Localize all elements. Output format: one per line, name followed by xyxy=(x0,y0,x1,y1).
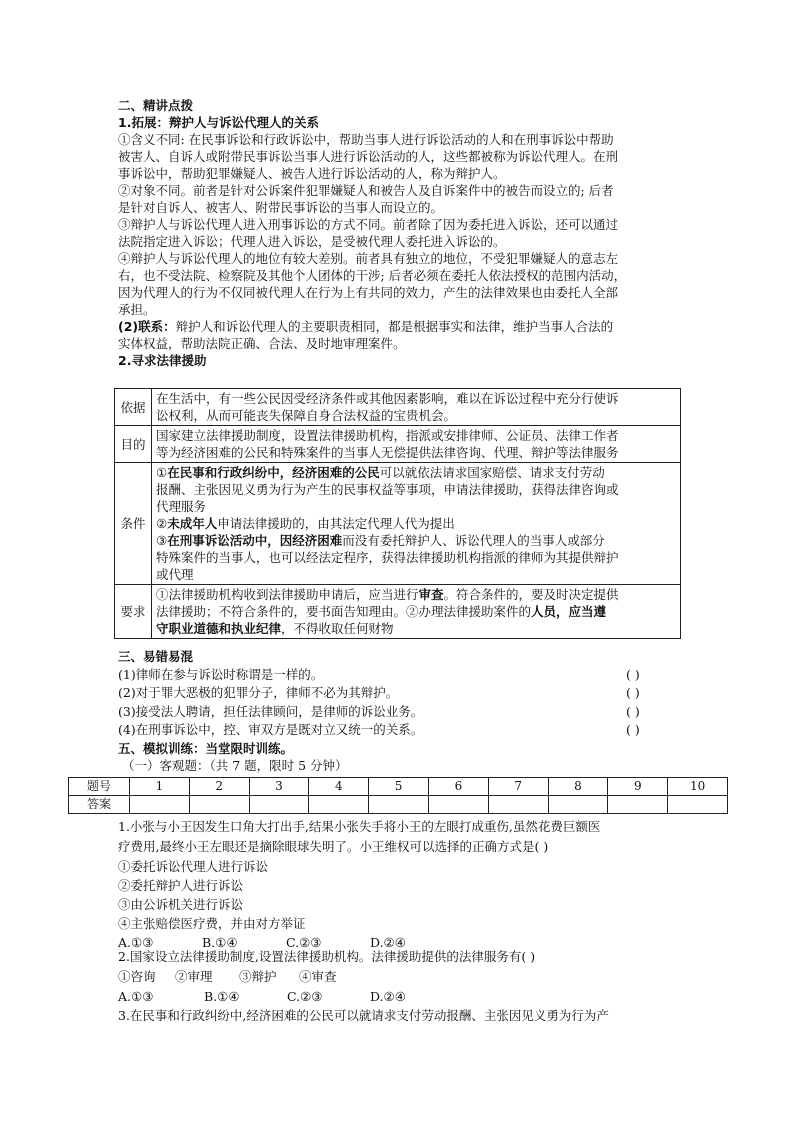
question-number: 4 xyxy=(309,778,369,796)
text: 而没有委托辩护人、诉讼代理人的当事人或部分 xyxy=(342,533,605,548)
section-5-subtitle: （一）客观题：（共 7 题，限时 5 分钟） xyxy=(122,758,348,773)
answer-blank[interactable]: ( ) xyxy=(626,685,640,700)
judge-item xyxy=(118,721,678,739)
question-number: 9 xyxy=(608,778,668,796)
judge-statement: (2)对于罪大恶极的犯罪分子，律师不必为其辩护。 xyxy=(118,685,399,700)
row-label: 目的 xyxy=(115,426,152,463)
text-line: 讼权利，从而可能丧失保障自身合法权益的宝贵机会。 xyxy=(156,408,457,423)
option-b[interactable]: B.①④ xyxy=(202,935,238,950)
text: ①法律援助机构收到法律援助申请后，应当进行 xyxy=(156,587,419,602)
table-cell xyxy=(152,463,681,585)
text-line: 实体权益，帮助法院正确、合法、及时地审理案件。 xyxy=(118,336,406,351)
row-label: 题号 xyxy=(69,778,130,796)
section-5 xyxy=(118,740,678,774)
question-3 xyxy=(118,1006,683,1026)
table-row xyxy=(115,426,681,463)
table-row xyxy=(115,463,681,585)
question-number: 10 xyxy=(668,778,728,796)
text-line xyxy=(156,603,676,620)
question-stem: 3.在民事和行政纠纷中,经济困难的公民可以就请求支付劳动报酬、主张因见义勇为行为产 xyxy=(118,1008,609,1023)
text-line: 事诉讼中，帮助犯罪嫌疑人、被告人进行诉讼活动的人，称为辩护人。 xyxy=(118,166,506,181)
bold-text: 未成年人 xyxy=(167,516,218,531)
text-line: 是针对自诉人、被害人、附带民事诉讼的当事人而设立的。 xyxy=(118,200,444,215)
bold-text: 在民事和行政纠纷中，经济困难的公民 xyxy=(167,465,380,480)
answer-cell[interactable] xyxy=(309,796,369,814)
text: 法律援助；不符合条件的，要书面告知理由。②办理法律援助案件的 xyxy=(156,604,532,619)
link-paragraph xyxy=(118,318,678,335)
bold-text: 守职业道德和执业纪律 xyxy=(156,621,282,636)
table-row xyxy=(69,778,728,796)
table-cell xyxy=(152,426,681,463)
row-label: 条件 xyxy=(115,463,152,585)
answer-blank[interactable]: ( ) xyxy=(626,722,640,737)
table-row xyxy=(115,389,681,426)
judge-statement: (4)在刑事诉讼中，控、审双方是既对立又统一的关系。 xyxy=(118,722,424,737)
question-number: 8 xyxy=(548,778,608,796)
marker: ① xyxy=(156,465,168,480)
answer-blank[interactable]: ( ) xyxy=(626,704,640,719)
text-line: 国家建立法律援助制度，设置法律援助机构，指派或安排律师、公证员、法律工作者 xyxy=(156,428,619,443)
text-line xyxy=(156,464,676,481)
question-number: 6 xyxy=(428,778,488,796)
text-line: ②对象不同。前者是针对公诉案件犯罪嫌疑人和被告人及自诉案件中的被告而设立的; 后者 xyxy=(118,183,614,198)
text-line: 被害人、自诉人或附带民事诉讼当事人进行诉讼活动的人，这些都被称为诉讼代理人。在刑 xyxy=(118,149,619,164)
judge-statement: (3)接受法人聘请，担任法律顾问，是律师的诉讼业务。 xyxy=(118,704,424,719)
statement-item: ④审查 xyxy=(299,969,337,984)
bold-text: 因经济困难 xyxy=(279,533,343,548)
answer-cell[interactable] xyxy=(428,796,488,814)
statement-item: ③辩护 xyxy=(239,969,277,984)
statement-item: ②委托辩护人进行诉讼 xyxy=(118,878,244,893)
section-3-title: 三、易错易混 xyxy=(118,649,194,664)
judge-item xyxy=(118,684,678,702)
subsection-1-title: 1.拓展：辩护人与诉讼代理人的关系 xyxy=(118,115,319,130)
text-line: 法院指定进入诉讼；代理人进入诉讼，是受被代理人委托进入诉讼的。 xyxy=(118,234,506,249)
text: 申请法律援助的，由其法定代理人代为提出 xyxy=(217,516,455,531)
answer-cell[interactable] xyxy=(249,796,309,814)
row-label: 答案 xyxy=(69,796,130,814)
question-stem: 2.国家设立法律援助制度,设置法律援助机构。法律援助提供的法律服务有( ) xyxy=(118,949,536,964)
text-line: 特殊案件的当事人，也可以经法定程序，获得法律援助机构指派的律师为其提供辩护 xyxy=(156,550,619,565)
table-cell xyxy=(152,585,681,639)
option-a[interactable]: A.①③ xyxy=(118,935,154,950)
answer-cell[interactable] xyxy=(548,796,608,814)
text-line: 或代理 xyxy=(156,567,194,582)
question-number: 3 xyxy=(249,778,309,796)
text-line: ①含义不同: 在民事诉讼和行政诉讼中，帮助当事人进行诉讼活动的人和在刑事诉讼中帮助 xyxy=(118,132,614,147)
question-1 xyxy=(118,817,683,953)
text-line: ④辩护人与诉讼代理人的地位有较大差别。前者具有独立的地位，不受犯罪嫌疑人的意志左 xyxy=(118,251,619,266)
option-d[interactable]: D.②④ xyxy=(370,989,406,1004)
section-5-title: 五、模拟训练：当堂限时训练。 xyxy=(118,741,294,756)
text-line xyxy=(156,586,676,603)
row-label: 要求 xyxy=(115,585,152,639)
statement-items xyxy=(118,967,683,987)
answer-blank[interactable]: ( ) xyxy=(626,667,640,682)
judge-item xyxy=(118,703,678,721)
answer-cell[interactable] xyxy=(130,796,190,814)
bold-text: 审查 xyxy=(418,587,444,602)
text-line: 在生活中，有一些公民因受经济条件或其他因素影响，难以在诉讼过程中充分行使诉 xyxy=(156,391,619,406)
question-2 xyxy=(118,947,683,1007)
text-line xyxy=(156,532,676,549)
statement-item: ①委托诉讼代理人进行诉讼 xyxy=(118,859,269,874)
marker: ③ xyxy=(156,533,168,548)
text-line xyxy=(156,515,676,532)
row-label: 依据 xyxy=(115,389,152,426)
option-a[interactable]: A.①③ xyxy=(118,989,154,1004)
text-line: 代理服务 xyxy=(156,499,207,514)
answer-cell[interactable] xyxy=(668,796,728,814)
question-number: 7 xyxy=(488,778,548,796)
text-line: 承担。 xyxy=(118,302,156,317)
answer-cell[interactable] xyxy=(608,796,668,814)
bold-text: 在刑事诉讼活动中， xyxy=(167,533,280,548)
bold-text: 人员，应当遵 xyxy=(531,604,607,619)
statement-item: ②审理 xyxy=(175,969,213,984)
statement-item: ①咨询 xyxy=(118,969,156,984)
answer-table xyxy=(68,777,728,814)
table-row xyxy=(115,585,681,639)
text-line xyxy=(156,620,676,637)
question-number: 2 xyxy=(189,778,249,796)
answer-cell[interactable] xyxy=(189,796,249,814)
text-line: ③辩护人与诉讼代理人进入刑事诉讼的方式不同。前者除了因为委托进入诉讼，还可以通过 xyxy=(118,217,619,232)
answer-cell[interactable] xyxy=(369,796,429,814)
marker: ② xyxy=(156,516,168,531)
table-cell xyxy=(152,389,681,426)
judge-statement: (1)律师在参与诉讼时称谓是一样的。 xyxy=(118,667,324,682)
subsection-2-title: 2.寻求法律援助 xyxy=(118,353,207,368)
option-b[interactable]: B.①④ xyxy=(204,989,240,1004)
legal-aid-table xyxy=(114,388,681,639)
statement-item: ④主张赔偿医疗费，并由对方举证 xyxy=(118,916,306,931)
text-line: 报酬、主张因见义勇为行为产生的民事权益等事项，申请法律援助，获得法律咨询或 xyxy=(156,482,619,497)
text: ，不得收取任何财物 xyxy=(281,621,394,636)
option-c[interactable]: C.②③ xyxy=(287,989,323,1004)
question-number: 5 xyxy=(369,778,429,796)
question-stem: 疗费用,最终小王左眼还是摘除眼球失明了。小王维权可以选择的正确方式是( ) xyxy=(118,839,549,854)
table-row xyxy=(69,796,728,814)
text-line: 等为经济困难的公民和特殊案件的当事人无偿提供法律咨询、代理、辩护等法律服务 xyxy=(156,445,619,460)
link-heading: (2)联系： xyxy=(118,319,176,334)
section-2-title: 二、精讲点拨 xyxy=(118,98,194,113)
link-text: 辩护人和诉讼代理人的主要职责相同，都是根据事实和法律，维护当事人合法的 xyxy=(175,319,614,334)
option-d[interactable]: D.②④ xyxy=(370,935,406,950)
judge-item xyxy=(118,666,678,684)
text: 。符合条件的，要及时决定提供 xyxy=(443,587,619,602)
section-2 xyxy=(118,97,678,369)
statement-item: ③由公诉机关进行诉讼 xyxy=(118,897,244,912)
section-3-title-wrap xyxy=(118,648,678,665)
answer-cell[interactable] xyxy=(488,796,548,814)
text-line: 右，也不受法院、检察院及其他个人团体的干涉; 后者必须在委托人依法授权的范围内活动， xyxy=(118,268,627,283)
text: 可以就依法请求国家赔偿、请求支付劳动 xyxy=(379,465,605,480)
text-line: 因为代理人的行为不仅同被代理人在行为上有共同的效力，产生的法律效果也由委托人全部 xyxy=(118,285,619,300)
question-number: 1 xyxy=(130,778,190,796)
answer-options xyxy=(118,987,683,1007)
option-c[interactable]: C.②③ xyxy=(286,935,322,950)
question-stem: 1.小张与小王因发生口角大打出手,结果小张失手将小王的左眼打成重伤,虽然花费巨额医 xyxy=(118,819,601,834)
